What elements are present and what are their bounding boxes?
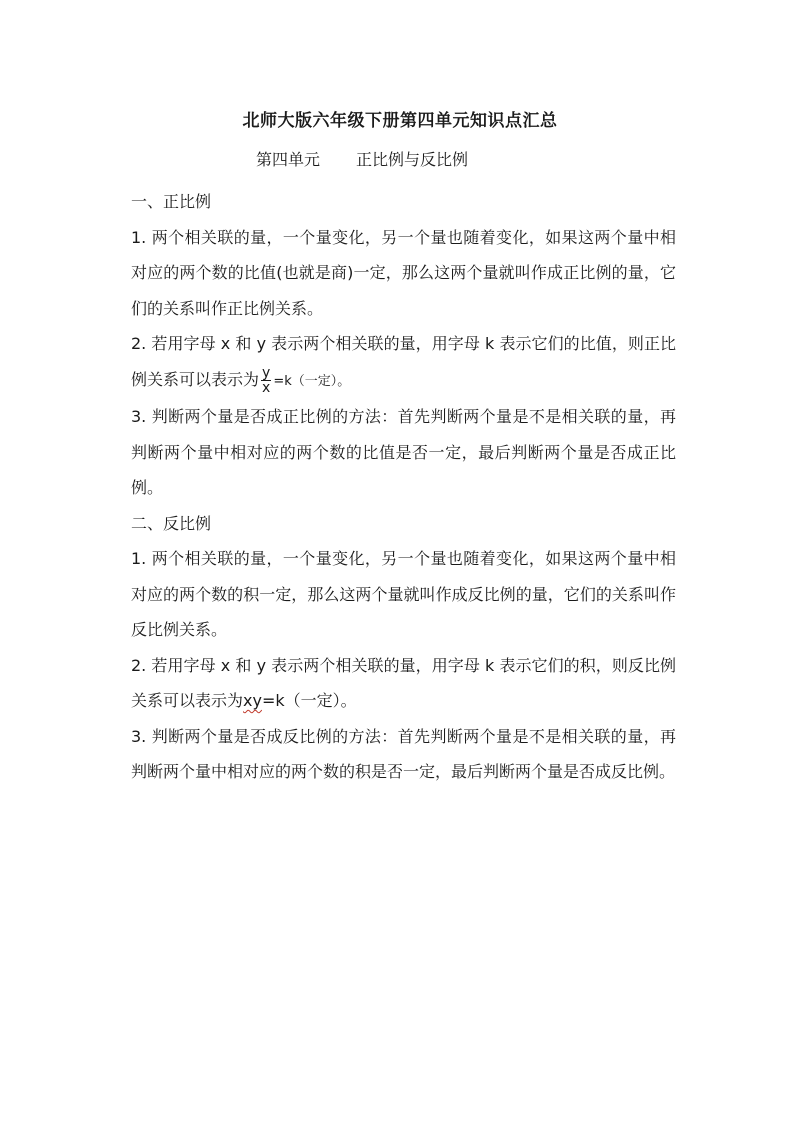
inverse-p2-text: 2. 若用字母 x 和 y 表示两个相关联的量，用字母 k 表示它们的积，则反比例关系可以表示为: [131, 655, 676, 710]
inverse-paragraph-3: 3. 判断两个量是否成反比例的方法：首先判断两个量是不是相关联的量，再判断两个量中相对应的两个数的积是否一定，最后判断两个量是否成反比例。: [131, 726, 676, 781]
unit-name: 正比例与反比例: [356, 150, 469, 169]
inverse-p2-formula-tail: =k（一定）。: [261, 691, 357, 710]
document-title: 北师大版六年级下册第四单元知识点汇总: [242, 111, 558, 131]
direct-p2-text: 2. 若用字母 x 和 y 表示两个相关联的量，用字母 k 表示它们的比值，则正比例关系可以表示为: [131, 334, 676, 389]
section-heading-inverse: 二、反比例: [131, 513, 212, 533]
fraction-denominator: x: [262, 379, 271, 396]
direct-paragraph-2: [131, 326, 676, 399]
inverse-paragraph-1: 1. 两个相关联的量，一个量变化，另一个量也随着变化，如果这两个量中相对应的两个数的积一定，那么这两个量就叫作成反比例的量，它们的关系叫作反比例关系。: [131, 549, 676, 639]
direct-p2-formula-tail: =k（一定）。: [273, 373, 351, 389]
fraction-numerator: y: [262, 364, 271, 381]
unit-subtitle: [256, 147, 468, 170]
direct-paragraph-1: 1. 两个相关联的量，一个量变化，另一个量也随着变化，如果这两个量中相对应的两个数的比值(也就是商)一定，那么这两个量就叫作成正比例的量，它们的关系叫作正比例关系。: [131, 227, 676, 318]
inverse-paragraph-2: [131, 648, 676, 719]
unit-label: 第四单元: [256, 150, 321, 169]
direct-paragraph-3: 3. 判断两个量是否成正比例的方法：首先判断两个量是不是相关联的量，再判断两个量中相对应的两个数的比值是否一定，最后判断两个量是否成正比例。: [131, 407, 676, 497]
ratio-fraction: [261, 366, 271, 395]
document-content: [131, 184, 676, 790]
section-heading-direct: 一、正比例: [131, 192, 212, 211]
formula-variable-xy: xy: [243, 691, 262, 710]
